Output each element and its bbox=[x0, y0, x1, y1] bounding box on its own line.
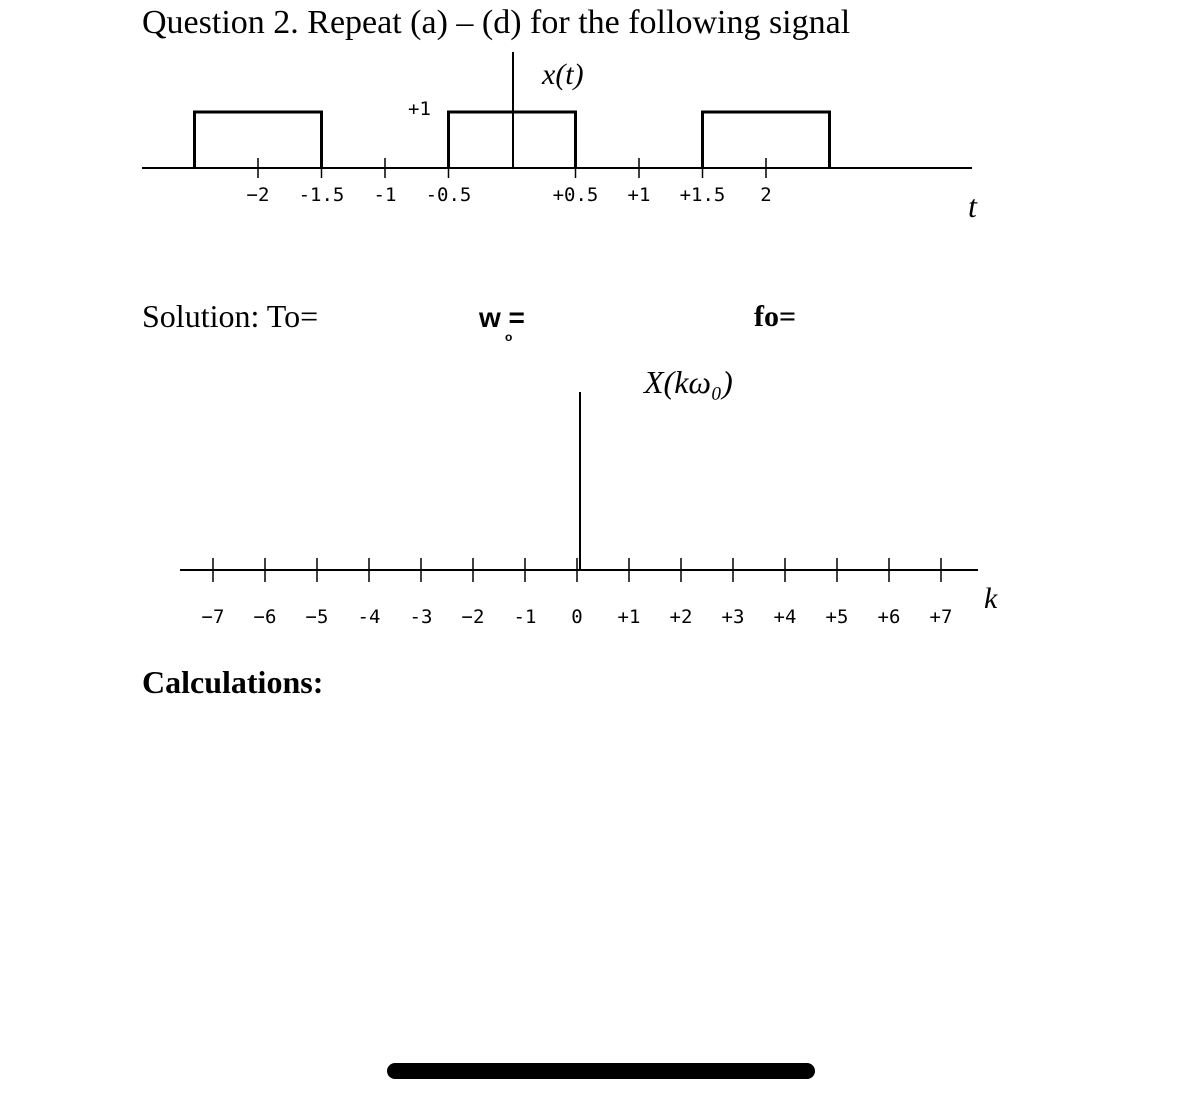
home-indicator[interactable] bbox=[387, 1063, 815, 1079]
signal-tick-label: -1 bbox=[373, 184, 397, 206]
spectrum-tick-label: -3 bbox=[409, 606, 433, 628]
signal-x-label: t bbox=[968, 188, 977, 224]
solution-frequency-label: fo= bbox=[754, 300, 797, 333]
spectrum-plot bbox=[0, 380, 1200, 610]
spectrum-tick-label: -1 bbox=[513, 606, 537, 628]
spectrum-x-label: k bbox=[984, 582, 998, 615]
spectrum-tick-label: -4 bbox=[357, 606, 381, 628]
signal-tick-label: -1.5 bbox=[298, 184, 345, 206]
solution-period-label: Solution: To= bbox=[142, 298, 319, 334]
spectrum-tick-label: +2 bbox=[669, 606, 693, 628]
solution-wo-subscript: o bbox=[505, 330, 513, 344]
question-title: Question 2. Repeat (a) – (d) for the following signal bbox=[142, 4, 851, 41]
calculations-label: Calculations: bbox=[142, 664, 324, 700]
spectrum-tick-label: +4 bbox=[773, 606, 797, 628]
spectrum-tick-label: −6 bbox=[253, 606, 277, 628]
spectrum-tick-label: +3 bbox=[721, 606, 745, 628]
spectrum-tick-label: −2 bbox=[461, 606, 485, 628]
signal-tick-label: −2 bbox=[246, 184, 270, 206]
spectrum-tick-label: −5 bbox=[305, 606, 329, 628]
solution-wo-label: w = bbox=[479, 302, 525, 333]
signal-y-label: x(t) bbox=[542, 58, 584, 91]
spectrum-tick-label: +1 bbox=[617, 606, 641, 628]
signal-tick-label: +1.5 bbox=[679, 184, 726, 206]
signal-plot bbox=[0, 50, 1200, 210]
spectrum-tick-label: −7 bbox=[201, 606, 225, 628]
signal-tick-label: -0.5 bbox=[425, 184, 472, 206]
amplitude-label: +1 bbox=[408, 98, 431, 120]
spectrum-y-label: X(kω₀) bbox=[644, 364, 733, 400]
spectrum-tick-label: +6 bbox=[877, 606, 901, 628]
signal-tick-label: 2 bbox=[760, 184, 772, 206]
spectrum-tick-label: +7 bbox=[929, 606, 953, 628]
spectrum-tick-label: +5 bbox=[825, 606, 849, 628]
signal-tick-label: +1 bbox=[627, 184, 651, 206]
signal-tick-label: +0.5 bbox=[552, 184, 599, 206]
spectrum-tick-label: 0 bbox=[571, 606, 583, 628]
